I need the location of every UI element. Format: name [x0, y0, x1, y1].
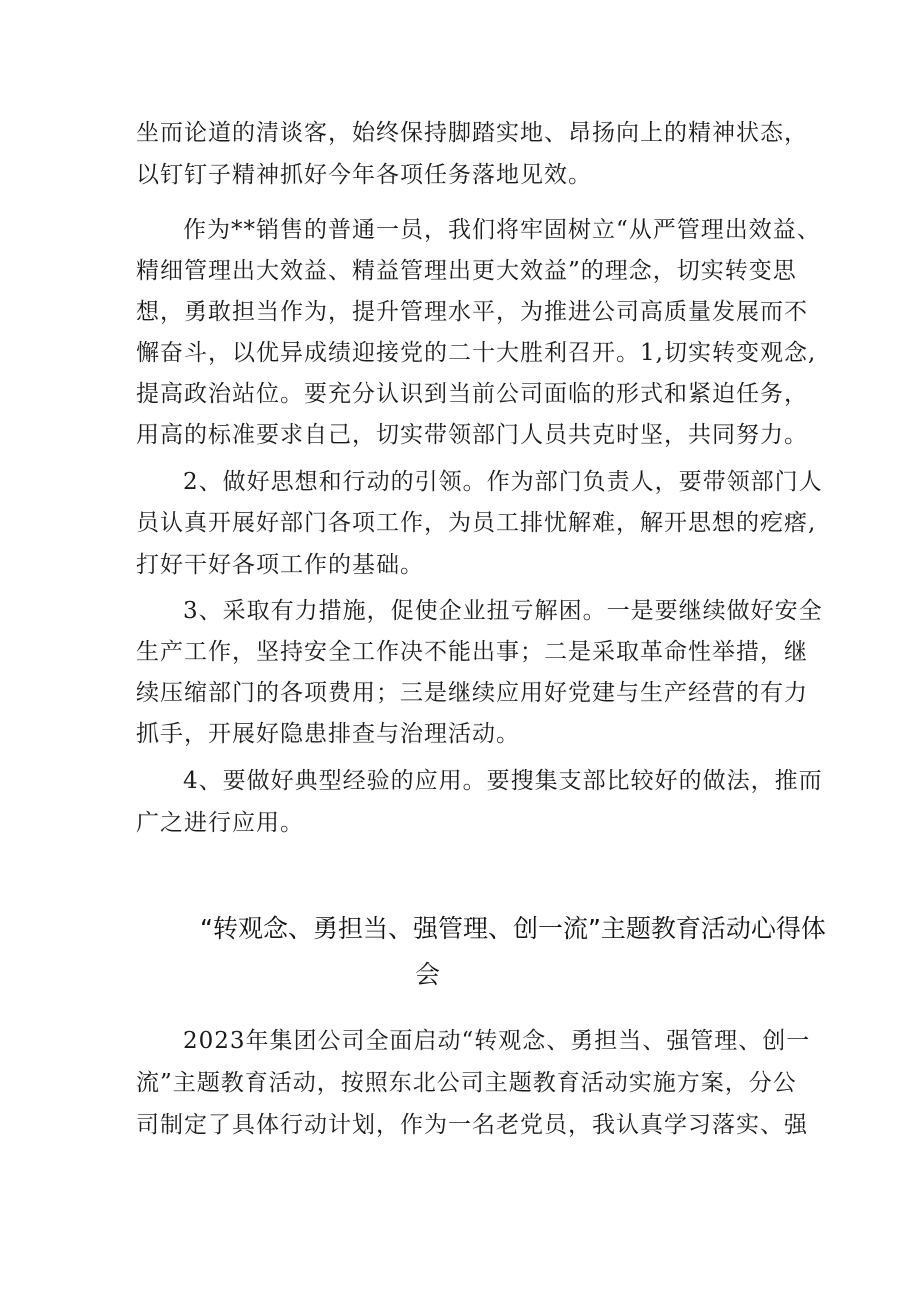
- text-line: 2023年集团公司全面启动“转观念、勇担当、强管理、创一: [183, 1028, 811, 1054]
- text-line: 作为**销售的普通一员，我们将牢固树立“从严管理出效益、: [183, 217, 821, 243]
- text-line: 提高政治站位。要充分认识到当前公司面临的形式和紧迫任务，: [136, 381, 808, 407]
- text-line: 2、做好思想和行动的引领。作为部门负责人，要带领部门人: [183, 469, 823, 495]
- text-line: 精细管理出大效益、精益管理出更大效益”的理念，切实转变思: [136, 258, 797, 284]
- text-line: 用高的标准要求自己，切实带领部门人员共克时坚，共同努力。: [136, 422, 808, 448]
- text-line: 想，勇敢担当作为，提升管理水平，为推进公司高质量发展而不: [136, 299, 808, 325]
- text-line: 坐而论道的清谈客，始终保持脚踏实地、昂扬向上的精神状态，: [136, 120, 808, 146]
- text-line: 员认真开展好部门各项工作，为员工排忧解难，解开思想的疙瘩,: [136, 510, 817, 536]
- text-line: 抓手，开展好隐患排查与治理活动。: [136, 721, 520, 747]
- text-line: 以钉钉子精神抓好今年各项任务落地见效。: [136, 162, 592, 188]
- section-title-continued: 会: [415, 960, 441, 989]
- text-line: 打好干好各项工作的基础。: [136, 552, 424, 578]
- section-title: “转观念、勇担当、强管理、创一流”主题教育活动心得体: [200, 914, 826, 943]
- text-line: 3、采取有力措施，促使企业扭亏解困。一是要继续做好安全: [183, 598, 823, 624]
- text-line: 续压缩部门的各项费用；三是继续应用好党建与生产经营的有力: [136, 680, 808, 706]
- text-line: 广之进行应用。: [136, 810, 304, 836]
- text-line: 司制定了具体行动计划，作为一名老党员，我认真学习落实、强: [136, 1112, 808, 1138]
- text-line: 生产工作，坚持安全工作决不能出事；二是采取革命性举措，继: [136, 639, 808, 665]
- text-line: 懈奋斗，以优异成绩迎接党的二十大胜利召开。1,切实转变观念,: [136, 340, 817, 366]
- text-line: 4、要做好典型经验的应用。要搜集支部比较好的做法，推而: [183, 768, 823, 794]
- text-line: 流”主题教育活动，按照东北公司主题教育活动实施方案，分公: [136, 1070, 797, 1096]
